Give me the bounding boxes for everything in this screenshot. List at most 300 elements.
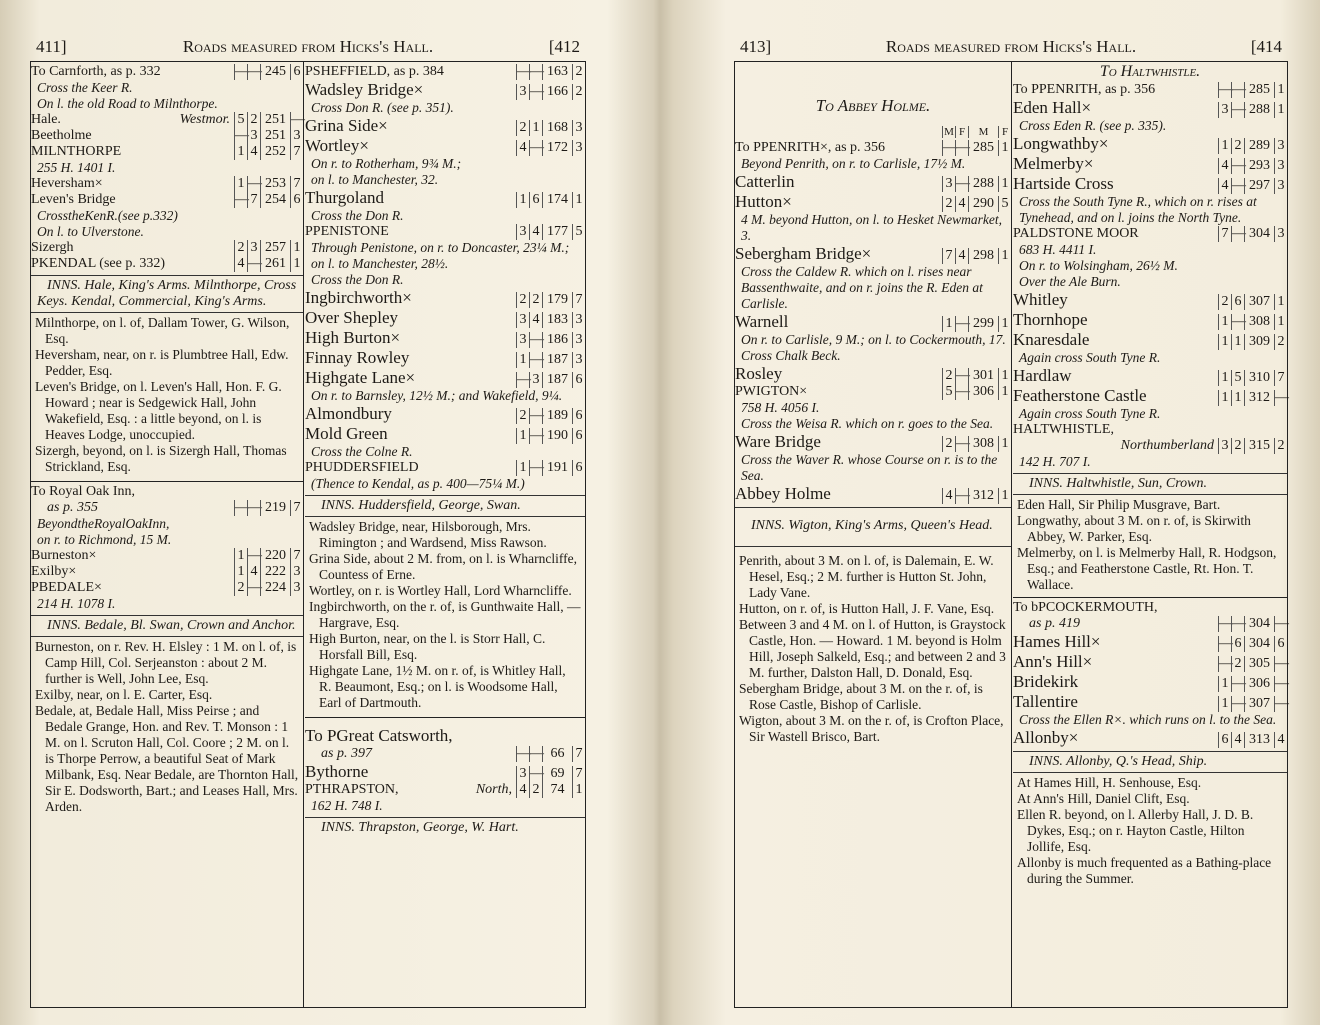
distance-c1: 1 xyxy=(516,460,529,476)
distance-c2: — xyxy=(1232,314,1246,329)
distance-c4: 7 xyxy=(572,292,585,308)
distance-c3: 187 xyxy=(542,372,572,388)
place-name-text: Hames Hill× xyxy=(1013,632,1101,651)
distance-c3: 315 xyxy=(1244,438,1274,454)
distance-c3: 187 xyxy=(542,352,572,368)
distance-c2: 3 xyxy=(247,128,260,144)
left-column xyxy=(31,62,303,1007)
place-name xyxy=(305,460,516,476)
place-name-text: as p. 419 xyxy=(1029,616,1080,631)
distance-c3: 177 xyxy=(542,224,572,240)
inns-note: INNS. Bedale, Bl. Swan, Crown and Anchor. xyxy=(31,616,303,637)
place-name xyxy=(305,80,516,100)
place-name xyxy=(305,116,516,136)
distance-c3: 166 xyxy=(542,84,572,100)
place-name xyxy=(1013,290,1218,310)
table-row xyxy=(1013,632,1287,652)
place-name-text: PWIGTON× xyxy=(735,384,808,399)
seat-notes xyxy=(31,637,303,817)
right-page xyxy=(734,32,1288,1008)
column-rule xyxy=(1011,62,1012,1007)
place-name xyxy=(735,192,942,212)
distance-c3: 251 xyxy=(260,112,290,128)
distance-c2: — xyxy=(1232,82,1246,97)
place-name-text: Thornhope xyxy=(1013,310,1088,329)
distance-c1: 4 xyxy=(1218,178,1231,194)
distance-c2: — xyxy=(956,436,970,451)
distance-c4: 6 xyxy=(572,460,585,476)
distance-c4: 6 xyxy=(290,64,303,80)
right-column xyxy=(305,62,585,1007)
seat-note: Ellen R. beyond, on l. Allerby Hall, J. D. B. Dykes, Esq.; on r. Hayton Castle, Hilton Jollife, Esq. xyxy=(1017,807,1254,854)
table-row xyxy=(1013,154,1287,174)
distance-c1: 4 xyxy=(234,256,247,272)
distance-c1: 5 xyxy=(942,384,955,400)
place-name-text: Ingbirchworth× xyxy=(305,288,412,307)
left-page xyxy=(30,32,586,1008)
distance-c1: 3 xyxy=(516,84,529,100)
distance-c2: — xyxy=(530,140,544,155)
table-row xyxy=(1013,330,1287,350)
distance-c3: 285 xyxy=(1244,82,1274,98)
route-remark: Again cross South Tyne R. xyxy=(1019,350,1161,365)
distance-c3: 261 xyxy=(260,256,290,272)
distance-c1: 1 xyxy=(1218,696,1231,712)
table-row xyxy=(305,288,585,308)
place-name xyxy=(735,384,942,400)
place-name-text: as p. 355 xyxy=(47,500,98,515)
table-row xyxy=(31,112,303,128)
distance-c3: 304 xyxy=(1244,226,1274,242)
distance-c4: 3 xyxy=(1274,226,1287,242)
distance-c4: 1 xyxy=(998,436,1011,452)
distance-c3: 289 xyxy=(1244,138,1274,154)
place-name-text: Almondbury xyxy=(305,404,392,423)
seat-note: Penrith, about 3 M. on l. of, is Dalemain, E. W. Hesel, Esq.; 2 M. further is Hutton St. John, Lady Vane. xyxy=(739,553,994,600)
seat-notes xyxy=(1013,773,1287,889)
distance-c2: — xyxy=(1232,158,1246,173)
distance-c2: — xyxy=(1232,616,1246,631)
route-remark: 255 H. 1401 I. xyxy=(37,160,116,175)
route-remark: 142 H. 707 I. xyxy=(1019,454,1091,469)
distance-c2: — xyxy=(956,316,970,331)
distance-c1: 2 xyxy=(516,408,529,424)
seat-note: Wigton, about 3 M. on the r. of, is Crofton Place, Sir Wastell Brisco, Bart. xyxy=(739,713,1004,744)
distance-c1: 4 xyxy=(942,488,955,504)
place-name-text: Highgate Lane× xyxy=(305,368,416,387)
seat-note: At Hames Hill, H. Senhouse, Esq. xyxy=(1017,775,1202,790)
distance-c1: 2 xyxy=(516,120,529,136)
table-row xyxy=(31,144,303,160)
place-name-text: Bythorne xyxy=(305,762,369,781)
county-label: Westmor. xyxy=(179,112,230,127)
distance-c4: 1 xyxy=(572,192,585,208)
distance-c1: 3 xyxy=(516,332,529,348)
distance-c2: 3 xyxy=(247,240,260,256)
page-frame xyxy=(734,62,1288,1008)
table-row xyxy=(305,460,585,476)
place-name-text: Melmerby× xyxy=(1013,154,1094,173)
distance-c1: — xyxy=(1219,616,1233,631)
place-name xyxy=(31,580,234,596)
place-name-text: Mold Green xyxy=(305,424,388,443)
place-name xyxy=(1013,632,1218,652)
place-name xyxy=(1013,692,1218,712)
place-name-text: Catterlin xyxy=(735,172,795,191)
table-row xyxy=(735,312,1011,332)
place-name xyxy=(1013,226,1218,242)
seat-note: Sizergh, beyond, on l. is Sizergh Hall, Thomas Strickland, Esq. xyxy=(35,443,287,474)
distance-c4: 3 xyxy=(1274,158,1287,174)
distance-c1: 2 xyxy=(942,368,955,384)
distance-c3: 304 xyxy=(1244,616,1274,632)
place-name-text: Exilby× xyxy=(31,564,77,579)
distance-c3: 301 xyxy=(968,368,998,384)
distance-c3: 308 xyxy=(968,436,998,452)
distance-c1: 1 xyxy=(234,176,247,192)
route-title: To Haltwhistle. xyxy=(1099,63,1201,80)
route-remark: Again cross South Tyne R. xyxy=(1019,406,1161,421)
route-table xyxy=(31,482,303,616)
distance-c4: 6 xyxy=(572,408,585,424)
table-row xyxy=(735,244,1011,264)
distance-c2: 4 xyxy=(529,224,542,240)
distance-c3: 168 xyxy=(542,120,572,136)
distance-c3: 288 xyxy=(968,176,998,192)
distance-c1: 7 xyxy=(942,248,955,264)
table-row xyxy=(1013,616,1287,632)
place-name xyxy=(305,328,516,348)
distance-c2: 2 xyxy=(529,292,542,308)
table-row xyxy=(305,762,585,782)
distance-c4: 3 xyxy=(290,580,303,596)
distance-c1: 1 xyxy=(234,564,247,580)
distance-c4: 3 xyxy=(572,312,585,328)
place-name xyxy=(31,192,234,208)
table-row xyxy=(31,548,303,564)
distance-c4: 3 xyxy=(290,128,303,144)
place-name-text: To Royal Oak Inn, xyxy=(31,484,136,499)
place-name xyxy=(305,308,516,328)
distance-c3: 306 xyxy=(968,384,998,400)
route-remark: CrosstheKenR.(see p.332) xyxy=(37,208,178,223)
distance-c1: 5 xyxy=(234,112,247,128)
distance-c3: 310 xyxy=(1244,370,1274,386)
distance-c3: 174 xyxy=(542,192,572,208)
distance-c1: — xyxy=(235,500,249,515)
distance-c4: 7 xyxy=(572,746,585,762)
distance-c1: 1 xyxy=(1218,314,1231,330)
place-name-text: MILNTHORPE xyxy=(31,144,122,159)
place-name xyxy=(1013,386,1218,406)
table-row xyxy=(31,484,303,500)
route-remark: On r. to Barnsley, 12½ M.; and Wakefield, 9¼. xyxy=(311,388,563,403)
distance-c4: — xyxy=(1275,616,1289,631)
distance-c2: 1 xyxy=(1231,334,1244,350)
route-remark: BeyondtheRoyalOakInn, xyxy=(37,516,170,531)
distance-c2: — xyxy=(956,140,970,155)
running-title: Roads measured from Hicks's Hall. xyxy=(885,37,1137,56)
distance-c4: 1 xyxy=(290,256,303,272)
place-name-text: Grina Side× xyxy=(305,116,388,135)
distance-c1: — xyxy=(517,64,531,79)
distance-c1: 1 xyxy=(1218,676,1231,692)
distance-c4: 6 xyxy=(1274,636,1287,652)
seat-note: Allonby is much frequented as a Bathing-place during the Summer. xyxy=(1017,855,1272,886)
table-row xyxy=(1013,226,1287,242)
distance-c2: 2 xyxy=(247,112,260,128)
distance-c4: 1 xyxy=(998,384,1011,400)
distance-c3: 290 xyxy=(968,196,998,212)
place-name-text: To PPENRITH×, as p. 356 xyxy=(735,140,886,155)
distance-c2: — xyxy=(248,548,262,563)
table-row xyxy=(1013,310,1287,330)
distance-c4: 1 xyxy=(1274,314,1287,330)
place-name-text: PHUDDERSFIELD xyxy=(305,460,419,475)
place-name-text: Abbey Holme xyxy=(735,484,831,503)
place-name xyxy=(1013,310,1218,330)
place-name xyxy=(31,500,234,516)
place-name-text: PKENDAL (see p. 332) xyxy=(31,256,166,271)
place-name xyxy=(735,244,942,264)
route-remark: Cross the Colne R. xyxy=(311,444,413,459)
seat-notes xyxy=(735,547,1011,751)
seat-note: Burneston, on r. Rev. H. Elsley : 1 M. on l. of, is Camp Hill, Col. Serjeanston : about 2 M. further is Well, John Lee, Esq. xyxy=(35,639,297,686)
place-name-text: Longwathby× xyxy=(1013,134,1109,153)
route-remark: Through Penistone, on r. to Doncaster, 23¼ M.; on l. to Manchester, 28½. xyxy=(311,240,570,271)
inns-note: INNS. Wigton, King's Arms, Queen's Head. xyxy=(735,508,1011,547)
table-row xyxy=(1013,422,1287,438)
distance-c3: 189 xyxy=(542,408,572,424)
distance-c3: 245 xyxy=(260,64,290,80)
distance-c2: — xyxy=(248,64,262,79)
distance-c4: 6 xyxy=(572,372,585,388)
distance-c2: — xyxy=(530,352,544,367)
place-name-text: Hutton× xyxy=(735,192,792,211)
distance-c1: 2 xyxy=(234,580,247,596)
column-rule xyxy=(303,62,304,1007)
place-name xyxy=(31,144,234,160)
distance-c3: 305 xyxy=(1244,656,1274,672)
table-row xyxy=(1013,134,1287,154)
distance-c2: — xyxy=(248,176,262,191)
column-heads xyxy=(735,118,1011,138)
route-remark: Cross Don R. (see p. 351). xyxy=(311,100,454,115)
seat-note: Wortley, on r. is Wortley Hall, Lord Wharncliffe. xyxy=(309,583,572,598)
distance-c1: — xyxy=(517,746,531,761)
distance-c1: — xyxy=(1219,656,1233,671)
distance-c3: 306 xyxy=(1244,676,1274,692)
place-name xyxy=(1013,366,1218,386)
place-name-text: Allonby× xyxy=(1013,728,1079,747)
distance-c4: — xyxy=(291,112,305,127)
distance-c1: 2 xyxy=(234,240,247,256)
route-table xyxy=(1013,80,1287,474)
place-name-text: Wadsley Bridge× xyxy=(305,80,424,99)
distance-c3: 66 xyxy=(542,746,572,762)
distance-c3: 288 xyxy=(1244,102,1274,118)
route-remark: Cross the Caldew R. which on l. rises near Bassenthwaite, and on r. joins the R. Eden at Carlisle. xyxy=(741,264,983,311)
place-name xyxy=(1013,174,1218,194)
table-row xyxy=(31,564,303,580)
distance-c1: 3 xyxy=(516,312,529,328)
col-head: F xyxy=(998,126,1011,138)
inns-note: INNS. Allonby, Q.'s Head, Ship. xyxy=(1013,752,1287,773)
distance-c3: 307 xyxy=(1244,294,1274,310)
place-name-text: Whitley xyxy=(1013,290,1068,309)
distance-c3: 224 xyxy=(260,580,290,596)
place-name-text: Hale. xyxy=(31,112,61,127)
distance-c4: 3 xyxy=(572,352,585,368)
distance-c3: 304 xyxy=(1244,636,1274,652)
seat-notes xyxy=(31,313,303,482)
distance-c3: 254 xyxy=(260,192,290,208)
distance-c1: 4 xyxy=(516,140,529,156)
place-name-text: Ware Bridge xyxy=(735,432,821,451)
distance-c1: 1 xyxy=(1218,370,1231,386)
route-remark: On r. to Wolsingham, 26½ M. xyxy=(1019,258,1178,273)
seat-note: At Ann's Hill, Daniel Clift, Esq. xyxy=(1017,791,1190,806)
place-name xyxy=(305,424,516,444)
place-name xyxy=(305,348,516,368)
route-remark: Over the Ale Burn. xyxy=(1019,274,1121,289)
table-row xyxy=(1013,82,1287,98)
table-row xyxy=(305,80,585,100)
seat-note: Milnthorpe, on l. of, Dallam Tower, G. Wilson, Esq. xyxy=(35,315,290,346)
distance-c2: 2 xyxy=(1231,656,1244,672)
distance-c3: 219 xyxy=(260,500,290,516)
distance-c4: 1 xyxy=(998,140,1011,156)
route-table xyxy=(305,724,585,818)
place-name xyxy=(1013,672,1218,692)
distance-c1: 1 xyxy=(942,316,955,332)
distance-c4: 2 xyxy=(1274,334,1287,350)
route-remark: Cross Eden R. (see p. 335). xyxy=(1019,118,1167,133)
distance-c1: 7 xyxy=(1218,226,1231,242)
distance-c1: 1 xyxy=(1218,390,1231,406)
distance-c4: 3 xyxy=(1274,138,1287,154)
distance-c3: 220 xyxy=(260,548,290,564)
distance-c4: 1 xyxy=(998,368,1011,384)
route-remark: On l. to Ulverstone. xyxy=(37,224,144,239)
distance-c2: 5 xyxy=(1231,370,1244,386)
distance-c4: 1 xyxy=(572,782,585,798)
route-remark: 162 H. 748 I. xyxy=(311,798,383,813)
table-row xyxy=(1013,366,1287,386)
distance-c2: 6 xyxy=(1231,636,1244,652)
distance-c4: — xyxy=(1275,676,1289,691)
route-table xyxy=(735,138,1011,508)
distance-c1: — xyxy=(235,192,249,207)
seat-note: High Burton, near, on the l. is Storr Hall, C. Horsfall Bill, Esq. xyxy=(309,631,546,662)
place-name-text: To Carnforth, as p. 332 xyxy=(31,64,161,79)
distance-c2: — xyxy=(1232,676,1246,691)
distance-c4: 3 xyxy=(572,332,585,348)
distance-c2: 4 xyxy=(955,196,968,212)
place-name-text: Over Shepley xyxy=(305,308,399,327)
route-remark: on r. to Richmond, 15 M. xyxy=(37,532,172,547)
table-row xyxy=(735,172,1011,192)
table-row xyxy=(305,64,585,80)
place-name-text: PSHEFFIELD, as p. 384 xyxy=(305,64,444,79)
table-row xyxy=(1013,174,1287,194)
distance-c4: 5 xyxy=(998,196,1011,212)
distance-c1: 1 xyxy=(516,428,529,444)
distance-c3: 186 xyxy=(542,332,572,348)
distance-c1: — xyxy=(1219,82,1233,97)
seat-note: Heversham, near, on r. is Plumbtree Hall, Edw. Pedder, Esq. xyxy=(35,347,289,378)
place-name xyxy=(305,762,516,782)
table-row xyxy=(1013,98,1287,118)
distance-c3: 309 xyxy=(1244,334,1274,350)
seat-note: Sebergham Bridge, about 3 M. on the r. of, is Rose Castle, Bishop of Carlisle. xyxy=(739,681,983,712)
place-name-text: PBEDALE× xyxy=(31,580,102,595)
distance-c2: 1 xyxy=(1231,390,1244,406)
distance-c2: 4 xyxy=(955,248,968,264)
route-remark: On l. the old Road to Milnthorpe. xyxy=(37,96,218,111)
distance-c3: 172 xyxy=(542,140,572,156)
place-name xyxy=(1013,600,1218,616)
place-name-text: Leven's Bridge xyxy=(31,192,116,207)
place-name-text: Burneston× xyxy=(31,548,97,563)
distance-c2: — xyxy=(1232,102,1246,117)
page-number-left: 411] xyxy=(36,37,67,56)
place-name xyxy=(305,746,516,762)
page-header xyxy=(734,32,1288,62)
table-row xyxy=(1013,600,1287,616)
table-row xyxy=(1013,728,1287,748)
distance-c2: — xyxy=(530,332,544,347)
page-header xyxy=(30,32,586,62)
place-name xyxy=(31,548,234,564)
page-frame xyxy=(30,62,586,1008)
route-table xyxy=(1013,598,1287,752)
distance-c2: — xyxy=(530,408,544,423)
running-title: Roads measured from Hicks's Hall. xyxy=(182,37,434,56)
distance-c1: — xyxy=(943,140,957,155)
table-row xyxy=(1013,652,1287,672)
table-row xyxy=(305,404,585,424)
distance-c1: 1 xyxy=(516,192,529,208)
place-name xyxy=(1013,728,1218,748)
distance-c2: — xyxy=(1232,226,1246,241)
distance-c4: 7 xyxy=(1274,370,1287,386)
distance-c2: — xyxy=(1232,178,1246,193)
distance-c4: 2 xyxy=(572,64,585,80)
route-remark: 4 M. beyond Hutton, on l. to Hesket Newmarket, 3. xyxy=(741,212,1002,243)
seat-note: Longwathy, about 3 M. on r. of, is Skirwith Abbey, W. Parker, Esq. xyxy=(1017,513,1251,544)
table-row xyxy=(31,192,303,208)
distance-c1: 3 xyxy=(516,766,529,782)
distance-c4: 3 xyxy=(572,120,585,136)
county-label: North, xyxy=(475,782,512,797)
inns-note: INNS. Haltwhistle, Sun, Crown. xyxy=(1013,474,1287,495)
seat-note: Grina Side, about 2 M. from, on l. is Wharncliffe, Countess of Erne. xyxy=(309,551,577,582)
distance-c2: 2 xyxy=(1231,138,1244,154)
col-head: M xyxy=(942,126,955,138)
distance-c4: 1 xyxy=(998,316,1011,332)
route-remark: Cross Chalk Beck. xyxy=(741,348,841,363)
distance-c2: — xyxy=(248,500,262,515)
distance-c3: 69 xyxy=(542,766,572,782)
table-row xyxy=(1013,290,1287,310)
route-table xyxy=(31,62,303,276)
table-row xyxy=(305,726,585,746)
table-row xyxy=(1013,438,1287,454)
place-name xyxy=(1013,134,1218,154)
place-name-text: Ann's Hill× xyxy=(1013,652,1093,671)
distance-c4: 4 xyxy=(1274,732,1287,748)
